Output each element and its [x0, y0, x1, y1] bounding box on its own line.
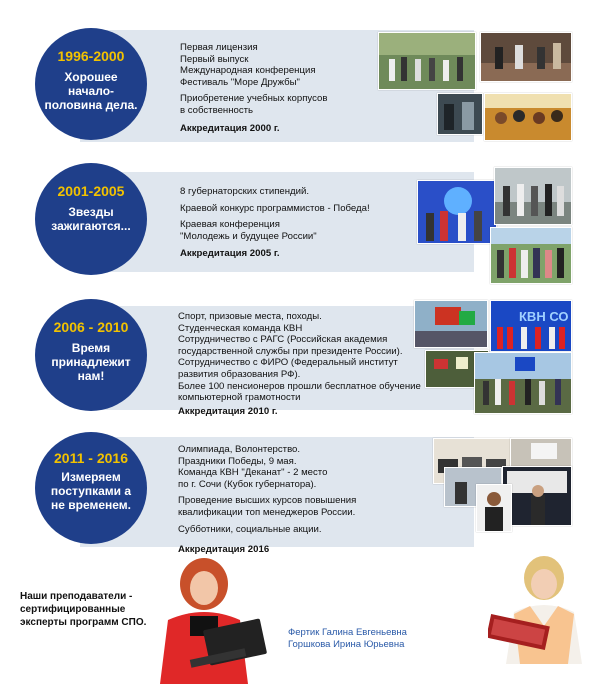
teacher-name-2: Горшкова Ирина Юрьевна — [288, 639, 405, 650]
photo-group-2 — [494, 167, 572, 225]
period-years-1: 1996-2000 — [57, 48, 125, 64]
period-item: Приобретение учебных корпусов — [180, 93, 328, 105]
period-items-4 — [178, 444, 356, 556]
period-motto-2: Звезды зажигаются... — [51, 205, 131, 233]
period-item: в собственность — [180, 104, 254, 116]
teacher-name-1: Фертик Галина Евгеньевна — [288, 627, 407, 638]
teachers-names — [288, 627, 407, 651]
period-item: государственной службы при президенте России). — [178, 345, 403, 357]
period-item: Сотрудничество с РАГС (Российская академия — [178, 334, 388, 346]
period-item: Краевая конференция — [180, 219, 280, 231]
period-item: квалификации топ менеджеров России. — [178, 506, 356, 518]
period-item: Праздники Победы, 9 мая. — [178, 455, 297, 467]
period-circle-4 — [35, 432, 147, 544]
photo-ceremony-1 — [480, 32, 572, 82]
period-motto-4: Измеряем поступками а не временем. — [50, 470, 132, 512]
period-item: Краевой конкурс программистов - Победа! — [180, 202, 370, 214]
photo-outdoor-group-2 — [490, 227, 572, 284]
period-item: Первая лицензия — [180, 42, 258, 53]
period-item: Проведение высших курсов повышения — [178, 495, 357, 507]
period-circle-3 — [35, 299, 147, 411]
period-items-1 — [180, 42, 327, 134]
photo-teacher-4 — [476, 484, 512, 532]
photo-award-4 — [502, 466, 572, 526]
photo-meeting-1 — [437, 93, 483, 135]
period-accreditation-2: Аккредитация 2005 г. — [180, 248, 280, 260]
photo-march-3 — [474, 352, 572, 414]
photo-festival-2 — [417, 180, 497, 244]
photo-flags-3 — [414, 300, 488, 348]
teachers-caption: Наши преподаватели - сертифицированные эксперты программ СПО. — [20, 591, 147, 628]
period-circle-2 — [35, 163, 147, 275]
period-years-4: 2011 - 2016 — [54, 450, 128, 466]
photo-graduation-1 — [378, 32, 476, 90]
photo-kvn-stage-3 — [490, 300, 572, 352]
period-item: Субботники, социальные акции. — [178, 523, 322, 535]
period-item: Более 100 пенсионеров прошли бесплатное обучение — [178, 380, 421, 392]
period-item: Студенческая команда КВН — [178, 322, 303, 334]
period-item: компьютерной грамотности — [178, 392, 301, 404]
kvn-sign-text: КВН СО — [519, 309, 569, 324]
photo-students-1 — [484, 93, 572, 141]
period-accreditation-4: Аккредитация 2016 — [178, 544, 270, 556]
period-years-2: 2001-2005 — [57, 183, 125, 199]
period-motto-1: Хорошее начало-половина дела. — [44, 70, 138, 112]
period-items-3 — [178, 311, 421, 417]
period-circle-1 — [35, 28, 147, 140]
period-item: Международная конференция — [180, 65, 316, 77]
period-item: 8 губернаторских стипендий. — [180, 186, 310, 197]
teacher-with-laptop-photo — [150, 554, 270, 684]
period-item: Спорт, призовые места, походы. — [178, 311, 322, 322]
period-item: Команда КВН "Деканат" - 2 место — [178, 467, 328, 479]
period-item: развития образования РФ). — [178, 368, 301, 380]
period-item: Первый выпуск — [180, 53, 249, 65]
period-motto-3: Время принадлежит нам! — [51, 341, 131, 383]
period-accreditation-1: Аккредитация 2000 г. — [180, 122, 280, 134]
period-item: Фестиваль "Море Дружбы" — [180, 76, 300, 88]
period-accreditation-3: Аккредитация 2010 г. — [178, 405, 278, 417]
period-item: по г. Сочи (Кубок губернатора). — [178, 478, 317, 490]
period-items-2 — [180, 186, 370, 260]
period-item: Сотрудничество с ФИРО (Федеральный институт — [178, 357, 398, 369]
teacher-with-folder-photo — [488, 554, 594, 664]
period-item: "Молодежь и будущее России" — [180, 230, 317, 242]
period-item: Олимпиада, Волонтерство. — [178, 444, 301, 455]
period-years-3: 2006 - 2010 — [53, 319, 129, 335]
